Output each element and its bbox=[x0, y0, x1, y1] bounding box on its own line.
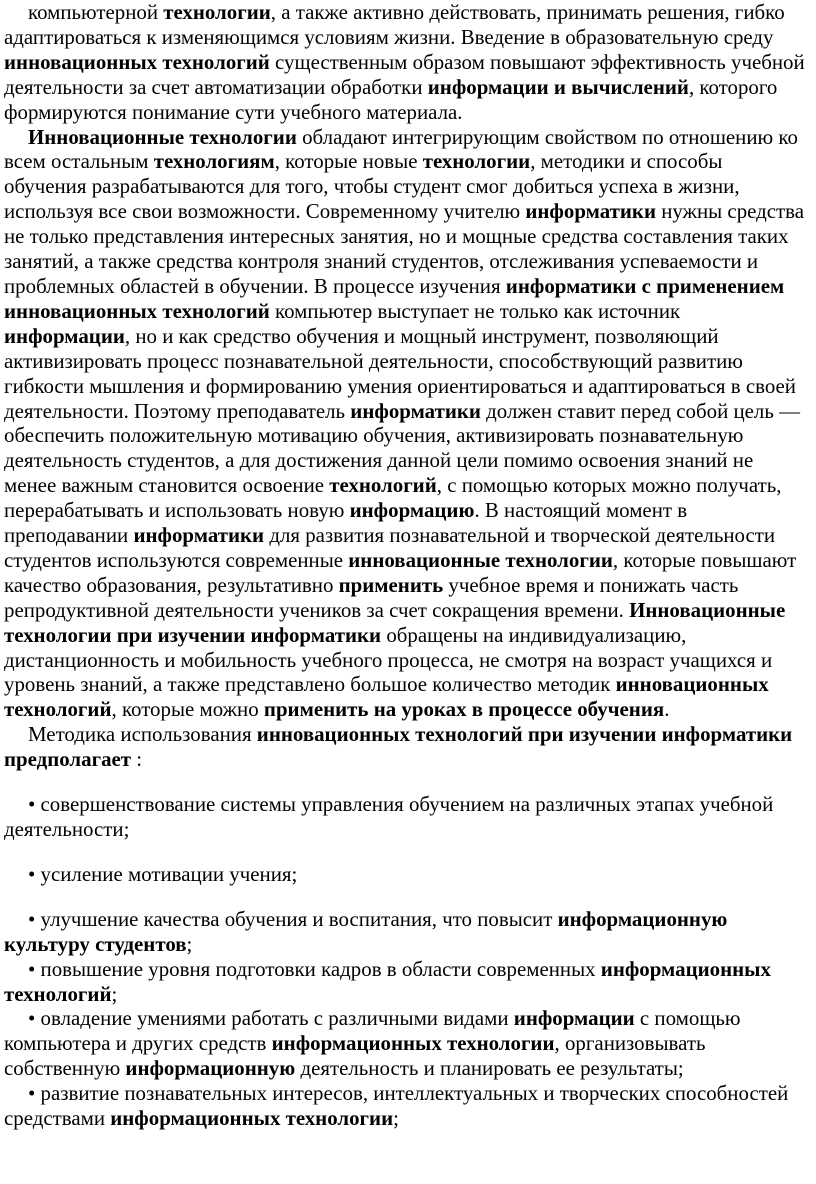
text-run: обращены на индивидуализацию, дистанционность и мобильность учебного процесса, не смотря на возраст учащихся и уровень знаний, а также представлено большое количество методик bbox=[4, 622, 773, 697]
text-run: с помощью компьютера и других средств bbox=[4, 1006, 741, 1056]
text-run: нужны средства не только представления интересных занятия, но и мощные средства составления таких занятий, а также средства контроля знаний студентов, отслеживания успеваемости и проблемных областей в обучении. В процессе изучения bbox=[4, 199, 805, 298]
bold-text-run: информационных технологий bbox=[4, 956, 771, 1006]
text-run: Методика использования bbox=[28, 722, 257, 747]
text-run: • овладение умениями работать с различными видами bbox=[28, 1006, 514, 1031]
paragraph-methodology bbox=[4, 722, 808, 772]
bold-text-run: информации bbox=[513, 1006, 635, 1031]
text-run: • совершенствование системы управления обучением на различных этапах учебной деятельности; bbox=[4, 792, 774, 841]
bold-text-run: технологий bbox=[329, 473, 437, 498]
bold-text-run: информационных технологии bbox=[271, 1031, 555, 1056]
list-item bbox=[4, 792, 808, 842]
bold-text-run: Инновационные технологии при изучении информатики bbox=[4, 597, 786, 647]
paragraph-innovative-technologies bbox=[4, 125, 808, 723]
bold-text-run: технологиям bbox=[153, 149, 275, 174]
text-run: учебное время и понижать часть репродуктивной деятельности учеников за счет сокращения времени. bbox=[4, 572, 739, 622]
bold-text-run: информацию bbox=[349, 498, 475, 523]
paragraph-intro bbox=[4, 0, 808, 125]
bold-text-run: информатики bbox=[133, 523, 265, 548]
list-item bbox=[4, 957, 808, 1007]
bold-text-run: Инновационные технологии bbox=[28, 124, 297, 149]
text-run: . bbox=[664, 697, 670, 722]
text-run: компьютерной bbox=[28, 0, 164, 24]
bold-text-run: технологии bbox=[422, 149, 531, 174]
text-run: должен ставит перед собой цель — обеспечить положительную мотивацию обучения, активизировать познавательную деятельность студентов, а для достижения данной цели помимо освоения знаний не менее важным становится освоение bbox=[4, 398, 800, 498]
text-run: , но и как средство обучения и мощный инструмент, позволяющий активизировать процесс познавательной деятельности, способствующий развитию гибкости мышления и формированию умения ориентироваться и адаптироваться в своей деятельности. Поэтому преподаватель bbox=[4, 323, 796, 423]
text-run: : bbox=[131, 747, 143, 772]
bold-text-run: информационную bbox=[125, 1056, 296, 1081]
text-run: , методики и способы обучения разрабатываются для того, чтобы студент смог добиться успеха в жизни, используя все свои возможности. Современному учителю bbox=[4, 149, 740, 224]
text-run: обладают интегрирующим свойством по отношению ко всем остальным bbox=[4, 124, 798, 174]
list-item bbox=[4, 1081, 808, 1131]
text-run: для развития познавательной и творческой деятельности студентов используются современные bbox=[4, 523, 776, 572]
text-run: ; bbox=[393, 1106, 399, 1131]
text-run: . В настоящий момент в преподавании bbox=[4, 498, 688, 548]
bold-text-run: инновационных технологий bbox=[4, 672, 769, 722]
bold-text-run: информации и вычислений bbox=[427, 74, 689, 99]
text-run: , а также активно действовать, принимать решения, гибко адаптироваться к изменяющимся условиям жизни. Введение в образовательную среду bbox=[4, 0, 785, 49]
text-run: , которые можно bbox=[111, 697, 264, 722]
text-run: , организовывать собственную bbox=[4, 1031, 706, 1081]
text-run: деятельность и планировать ее результаты; bbox=[295, 1056, 684, 1081]
text-run: • усиление мотивации учения; bbox=[28, 861, 298, 886]
text-run: , которые новые bbox=[274, 149, 423, 174]
text-run: , с помощью которых можно получать, перерабатывать и использовать новую bbox=[4, 473, 782, 523]
bold-text-run: применить на уроках в процессе обучения bbox=[263, 697, 665, 722]
text-run: ; bbox=[111, 981, 118, 1006]
bold-text-run: технологии bbox=[163, 0, 271, 24]
text-run: • повышение уровня подготовки кадров в области современных bbox=[28, 956, 601, 981]
bold-text-run: инновационных технологий bbox=[4, 49, 270, 74]
text-run: • улучшение качества обучения и воспитания, что повысит bbox=[28, 906, 558, 931]
list-item bbox=[4, 907, 808, 957]
text-run: • развитие познавательных интересов, интеллектуальных и творческих способностей средствами bbox=[4, 1081, 789, 1131]
text-run: , которого формируются понимание сути учебного материала. bbox=[4, 74, 778, 124]
bold-text-run: информационную культуру студентов bbox=[4, 906, 728, 956]
bold-text-run: информационных технологии bbox=[110, 1106, 394, 1131]
list-item bbox=[4, 1006, 808, 1081]
bold-text-run: информатики bbox=[525, 199, 656, 224]
list-item bbox=[4, 862, 808, 887]
text-run: компьютер выступает не только как источник bbox=[269, 298, 681, 323]
text-run: , которые повышают качество образования, результативно bbox=[4, 547, 797, 597]
text-run: ; bbox=[186, 931, 193, 956]
bold-text-run: инновационных технологий при изучении информатики предполагает bbox=[4, 722, 793, 772]
bold-text-run: информатики bbox=[350, 398, 481, 423]
bold-text-run: применить bbox=[338, 572, 444, 597]
bold-text-run: информации bbox=[4, 323, 125, 348]
text-run: существенным образом повышают эффективность учебной деятельности за счет автоматизации обработки bbox=[4, 49, 805, 99]
bold-text-run: инновационные технологии bbox=[348, 547, 613, 572]
bold-text-run: информатики с применением инновационных технологий bbox=[4, 273, 785, 323]
